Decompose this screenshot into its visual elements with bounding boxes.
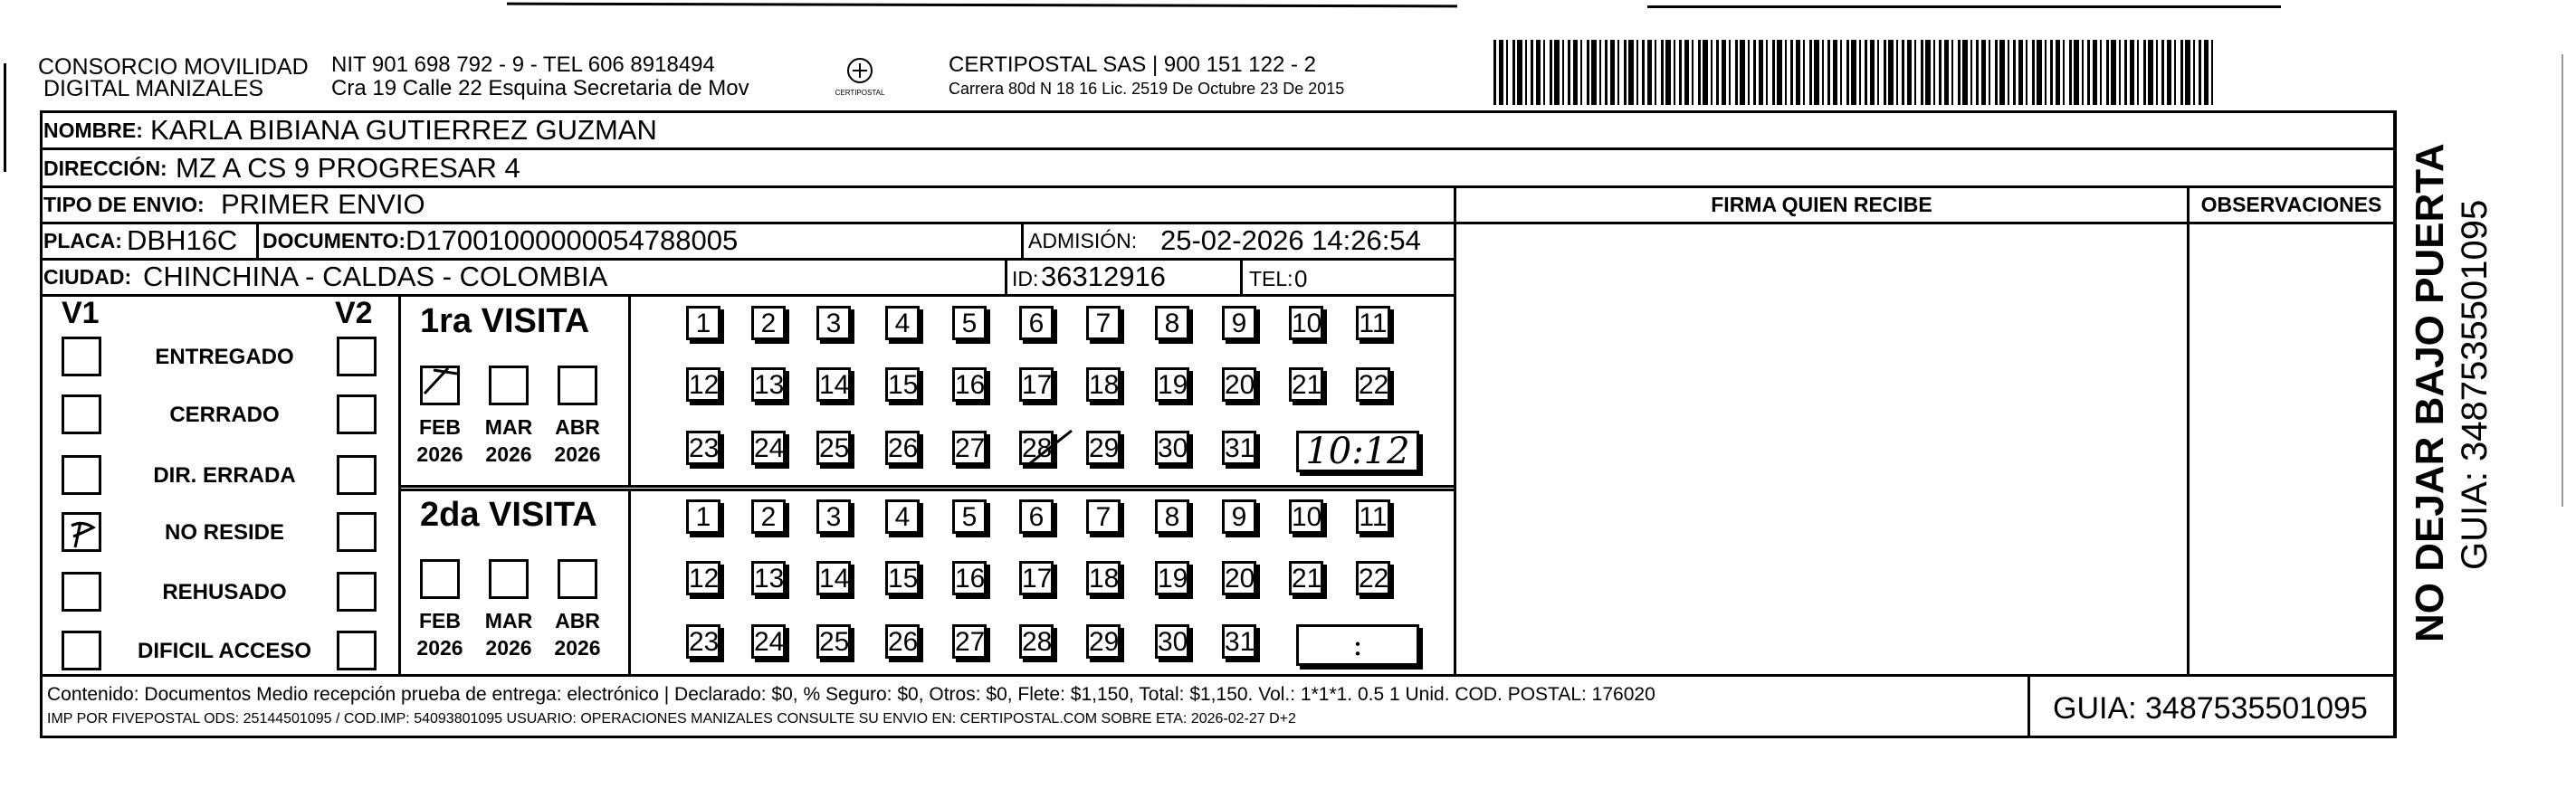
ciudad-label: CIUDAD:	[43, 265, 132, 289]
day-box[interactable]: 29	[1086, 431, 1121, 465]
placa-value: DBH16C	[127, 224, 238, 256]
certipostal-logo	[835, 52, 885, 103]
visit-title: 2da VISITA	[420, 496, 597, 534]
sender-company-line2: DIGITAL MANIZALES	[43, 76, 264, 101]
day-box[interactable]: 21	[1289, 367, 1323, 402]
day-box[interactable]: 13	[751, 367, 786, 402]
day-box[interactable]: 9	[1222, 306, 1256, 340]
v2-checkbox[interactable]	[337, 572, 377, 612]
scan-edge-line	[4, 63, 6, 172]
documento-label: DOCUMENTO:	[262, 229, 406, 252]
day-box[interactable]: 12	[686, 367, 720, 402]
time-box[interactable]: :	[1296, 624, 1419, 666]
year-label: 2026	[485, 442, 532, 466]
carrier-address: Carrera 80d N 18 16 Lic. 2519 De Octubre 23 De 2015	[949, 80, 1345, 98]
col-divider	[1005, 258, 1007, 296]
v2-checkbox[interactable]	[337, 455, 377, 495]
v2-checkbox[interactable]	[337, 394, 377, 434]
year-label: 2026	[416, 636, 463, 660]
day-box[interactable]: 1	[686, 499, 720, 534]
day-box[interactable]: 10	[1289, 499, 1323, 534]
day-box[interactable]: 8	[1155, 499, 1189, 534]
day-box[interactable]: 24	[751, 624, 786, 659]
sender-address: Cra 19 Calle 22 Esquina Secretaria de Mov	[331, 76, 749, 100]
tel-label: TEL:	[1249, 267, 1293, 290]
day-box[interactable]: 7	[1086, 306, 1121, 340]
v1-header: V1	[62, 296, 100, 330]
day-box[interactable]: 5	[952, 306, 987, 340]
v1-checkbox[interactable]	[62, 394, 101, 434]
day-box[interactable]: 25	[816, 431, 851, 465]
scan-edge-line	[1647, 5, 2281, 8]
v2-header: V2	[335, 296, 373, 330]
status-option-label: DIFICIL ACCESO	[137, 639, 311, 663]
scan-edge-line	[2562, 54, 2563, 507]
day-box[interactable]: 20	[1222, 561, 1256, 595]
status-option-label: REHUSADO	[162, 580, 287, 604]
day-box[interactable]: 14	[816, 561, 851, 595]
day-box[interactable]: 21	[1289, 561, 1323, 595]
day-box[interactable]: 14	[816, 367, 851, 402]
month-label: MAR	[484, 609, 533, 632]
documento-value: D17001000000054788005	[405, 224, 739, 256]
month-checkbox[interactable]	[558, 559, 597, 599]
day-box[interactable]: 2	[751, 499, 786, 534]
month-checkbox[interactable]	[489, 366, 529, 405]
tipo-envio-label: TIPO DE ENVIO:	[43, 193, 205, 216]
month-label: MAR	[484, 415, 533, 439]
col-divider	[256, 222, 259, 260]
day-box[interactable]: 15	[885, 367, 920, 402]
side-text	[2408, 100, 2507, 642]
col-divider	[1454, 185, 1456, 676]
visit-title: 1ra VISITA	[420, 302, 590, 340]
day-box[interactable]: 26	[885, 431, 920, 465]
day-box[interactable]: 5	[952, 499, 987, 534]
day-box[interactable]: 13	[751, 561, 786, 595]
tipo-envio-value: PRIMER ENVIO	[221, 188, 425, 220]
day-box[interactable]: 18	[1086, 367, 1121, 402]
row-divider	[40, 294, 1455, 297]
day-box[interactable]: 3	[816, 499, 851, 534]
barcode	[1493, 40, 2218, 105]
day-box[interactable]: 8	[1155, 306, 1189, 340]
month-checkbox[interactable]	[489, 559, 529, 599]
direccion-value: MZ A CS 9 PROGRESAR 4	[176, 152, 520, 184]
day-box[interactable]: 26	[885, 624, 920, 659]
day-box[interactable]: 11	[1356, 306, 1390, 340]
col-divider	[1021, 222, 1024, 260]
day-box[interactable]: 4	[885, 306, 920, 340]
year-label: 2026	[416, 442, 463, 466]
status-option-label: NO RESIDE	[164, 520, 285, 545]
side-guia: GUIA: 3487535501095	[2455, 199, 2495, 570]
tel-value: 0	[1294, 265, 1308, 292]
day-box[interactable]: 31	[1222, 624, 1256, 659]
day-box[interactable]: 17	[1019, 561, 1054, 595]
row-divider	[40, 674, 2397, 677]
v1-checkbox[interactable]	[62, 455, 101, 495]
day-box[interactable]: 27	[952, 624, 987, 659]
col-divider	[2187, 185, 2190, 676]
observaciones-header: OBSERVACIONES	[2200, 193, 2382, 216]
year-label: 2026	[554, 636, 601, 660]
col-divider	[628, 294, 631, 488]
day-box[interactable]: 19	[1155, 367, 1189, 402]
v1-checkbox[interactable]	[62, 512, 101, 552]
admision-label: ADMISIÓN:	[1028, 229, 1138, 252]
ciudad-value: CHINCHINA - CALDAS - COLOMBIA	[143, 261, 608, 292]
day-box[interactable]: 31	[1222, 431, 1256, 465]
day-box[interactable]: 11	[1356, 499, 1390, 534]
nombre-value: KARLA BIBIANA GUTIERREZ GUZMAN	[150, 114, 657, 146]
year-label: 2026	[554, 442, 601, 466]
v1-checkbox[interactable]	[62, 631, 101, 670]
day-box[interactable]: 30	[1155, 624, 1189, 659]
day-box[interactable]: 28	[1019, 431, 1054, 465]
day-box[interactable]: 9	[1222, 499, 1256, 534]
id-value: 36312916	[1041, 261, 1166, 292]
visit-divider	[398, 485, 1455, 488]
day-box[interactable]: 3	[816, 306, 851, 340]
day-box[interactable]: 16	[952, 561, 987, 595]
imp-line: IMP POR FIVEPOSTAL ODS: 25144501095 / COD.IMP: 54093801095 USUARIO: OPERACIONES MANIZALES CONSULTE SU ENVIO EN: CERTIPOSTAL.COM SOBRE ETA: 2026-02-27 D+2	[47, 711, 1296, 727]
day-box[interactable]: 19	[1155, 561, 1189, 595]
day-box[interactable]: 16	[952, 367, 987, 402]
sender-nit: NIT 901 698 792 - 9 - TEL 606 8918494	[331, 52, 715, 77]
day-box[interactable]: 12	[686, 561, 720, 595]
status-option-label: ENTREGADO	[155, 345, 294, 369]
status-option-label: DIR. ERRADA	[153, 463, 296, 488]
contenido-line: Contenido: Documentos Medio recepción prueba de entrega: electrónico | Declarado: $0, % Seguro: $0, Otros: $0, Flete: $1,150, Total: $1,150. Vol.: 1*1*1. 0.5 1 Unid. COD. POSTAL: 176020	[47, 684, 1655, 705]
month-label: ABR	[555, 609, 600, 632]
no-dejar-bajo-puerta: NO DEJAR BAJO PUERTA	[2408, 143, 2452, 642]
day-box[interactable]: 25	[816, 624, 851, 659]
v1-checkbox[interactable]	[62, 337, 101, 376]
v2-checkbox[interactable]	[337, 337, 377, 376]
day-box[interactable]: 23	[686, 624, 720, 659]
placa-label: PLACA:	[43, 229, 122, 252]
carrier-name: CERTIPOSTAL SAS | 900 151 122 - 2	[949, 52, 1316, 77]
month-checkbox[interactable]	[420, 366, 460, 405]
day-box[interactable]: 6	[1019, 499, 1054, 534]
sender-company-line1: CONSORCIO MOVILIDAD	[38, 54, 309, 80]
admision-value: 25-02-2026 14:26:54	[1160, 224, 1421, 256]
col-divider	[1240, 258, 1243, 296]
v1-checkbox[interactable]	[62, 572, 101, 612]
month-label: FEB	[419, 609, 461, 632]
id-label: ID:	[1012, 267, 1039, 290]
day-box[interactable]: 4	[885, 499, 920, 534]
row-divider	[40, 147, 2397, 150]
time-box[interactable]: 10:12	[1296, 431, 1419, 472]
day-box[interactable]: 10	[1289, 306, 1323, 340]
col-divider	[2393, 110, 2396, 738]
nombre-label: NOMBRE:	[43, 119, 143, 142]
day-box[interactable]: 27	[952, 431, 987, 465]
day-box[interactable]: 17	[1019, 367, 1054, 402]
status-option-label: CERRADO	[169, 403, 280, 427]
month-checkbox[interactable]	[420, 559, 460, 599]
day-box[interactable]: 24	[751, 431, 786, 465]
certipostal-logo-text: CERTIPOSTAL	[835, 89, 885, 97]
day-box[interactable]: 2	[751, 306, 786, 340]
day-box[interactable]: 22	[1356, 367, 1390, 402]
day-box[interactable]: 20	[1222, 367, 1256, 402]
visit-divider	[398, 489, 1455, 491]
direccion-label: DIRECCIÓN:	[43, 157, 167, 180]
day-box[interactable]: 7	[1086, 499, 1121, 534]
firma-header: FIRMA QUIEN RECIBE	[1711, 193, 1932, 216]
col-divider	[628, 489, 631, 676]
day-box[interactable]: 15	[885, 561, 920, 595]
day-box[interactable]: 23	[686, 431, 720, 465]
day-box[interactable]: 6	[1019, 306, 1054, 340]
month-checkbox[interactable]	[558, 366, 597, 405]
col-divider	[2027, 674, 2030, 738]
day-box[interactable]: 28	[1019, 624, 1054, 659]
day-box[interactable]: 22	[1356, 561, 1390, 595]
day-check-mark	[1026, 427, 1081, 473]
v2-checkbox[interactable]	[337, 631, 377, 670]
day-box[interactable]: 29	[1086, 624, 1121, 659]
day-box[interactable]: 30	[1155, 431, 1189, 465]
footer-guia: GUIA: 3487535501095	[2053, 691, 2368, 726]
year-label: 2026	[485, 636, 532, 660]
v2-checkbox[interactable]	[337, 512, 377, 552]
day-box[interactable]: 1	[686, 306, 720, 340]
day-box[interactable]: 18	[1086, 561, 1121, 595]
scan-edge-line	[507, 3, 1457, 8]
month-label: ABR	[555, 415, 600, 439]
month-label: FEB	[419, 415, 461, 439]
